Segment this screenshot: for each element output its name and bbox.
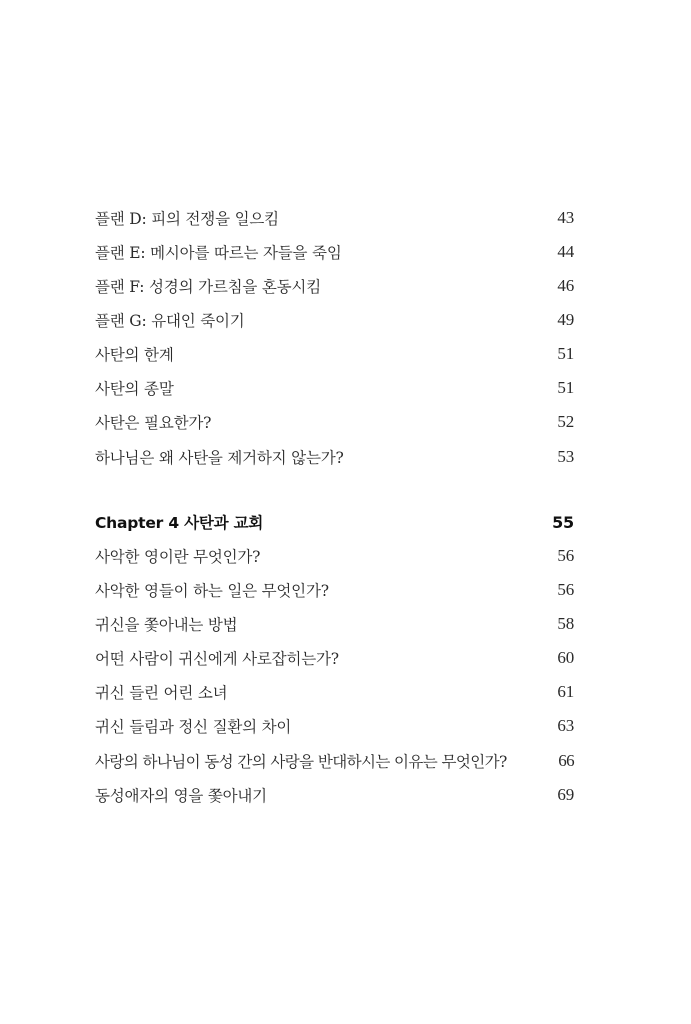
- toc-entry: [95, 679, 574, 705]
- toc-entry: [95, 748, 574, 774]
- toc-entry-title: 플랜 D: 피의 전쟁을 일으킴: [95, 210, 279, 228]
- toc-entry-title: 사악한 영이란 무엇인가?: [95, 548, 261, 566]
- toc-entry-title: 플랜 F: 성경의 가르침을 혼동시킴: [95, 278, 321, 296]
- toc-entry-title: 동성애자의 영을 쫓아내기: [95, 787, 267, 805]
- toc-entry-title: 귀신 들림과 정신 질환의 차이: [95, 718, 292, 736]
- toc-entry-page: 56: [557, 546, 574, 565]
- toc-entry: [95, 341, 574, 367]
- toc-entry-page: 58: [557, 614, 574, 633]
- toc-entry-page: 43: [557, 208, 574, 227]
- toc-entry-title: 사탄은 필요한가?: [95, 414, 212, 432]
- toc-entry: [95, 239, 574, 265]
- toc-entry-page: 51: [557, 344, 574, 363]
- toc-entry-page: 51: [557, 378, 574, 397]
- toc-entry-title: 사탄의 종말: [95, 380, 174, 398]
- toc-entry-title: 사탄의 한계: [95, 346, 174, 364]
- toc-entry-page: 63: [557, 716, 574, 735]
- toc-entry: [95, 543, 574, 569]
- toc-entry: [95, 307, 574, 333]
- toc-entry: [95, 409, 574, 435]
- toc-entry: [95, 273, 574, 299]
- chapter-page: 55: [552, 512, 574, 532]
- toc-entry: [95, 611, 574, 637]
- toc-entry: [95, 645, 574, 671]
- toc-entry-page: 56: [557, 580, 574, 599]
- toc-entry-page: 69: [557, 785, 574, 804]
- toc-entry-page: 66: [558, 751, 574, 770]
- toc-entry-title: 사악한 영들이 하는 일은 무엇인가?: [95, 582, 329, 600]
- toc-entry: [95, 577, 574, 603]
- toc-entry-title: 하나님은 왜 사탄을 제거하지 않는가?: [95, 449, 344, 467]
- toc-chapter-heading: [95, 509, 574, 535]
- chapter-title: Chapter 4 사탄과 교회: [95, 514, 264, 532]
- toc-entry: [95, 713, 574, 739]
- toc-entry-title: 플랜 E: 메시아를 따르는 자들을 죽임: [95, 244, 342, 262]
- toc-entry-title: 귀신을 쫓아내는 방법: [95, 616, 238, 634]
- toc-entry-page: 52: [557, 412, 574, 431]
- toc-entry-title: 사랑의 하나님이 동성 간의 사랑을 반대하시는 이유는 무엇인가?: [95, 753, 507, 771]
- toc-entry-title: 귀신 들린 어린 소녀: [95, 684, 228, 702]
- toc-entry-page: 60: [557, 648, 574, 667]
- toc-entry-title: 어떤 사람이 귀신에게 사로잡히는가?: [95, 650, 339, 668]
- toc-entry: [95, 782, 574, 808]
- toc-entry-page: 61: [557, 682, 574, 701]
- toc-entry-title: 플랜 G: 유대인 죽이기: [95, 312, 245, 330]
- toc-entry: [95, 444, 574, 470]
- toc-entry: [95, 205, 574, 231]
- toc-entry-page: 44: [557, 242, 574, 261]
- toc-entry-page: 46: [557, 276, 574, 295]
- toc-entry-page: 49: [557, 310, 574, 329]
- toc-entry: [95, 375, 574, 401]
- toc-entry-page: 53: [557, 447, 574, 466]
